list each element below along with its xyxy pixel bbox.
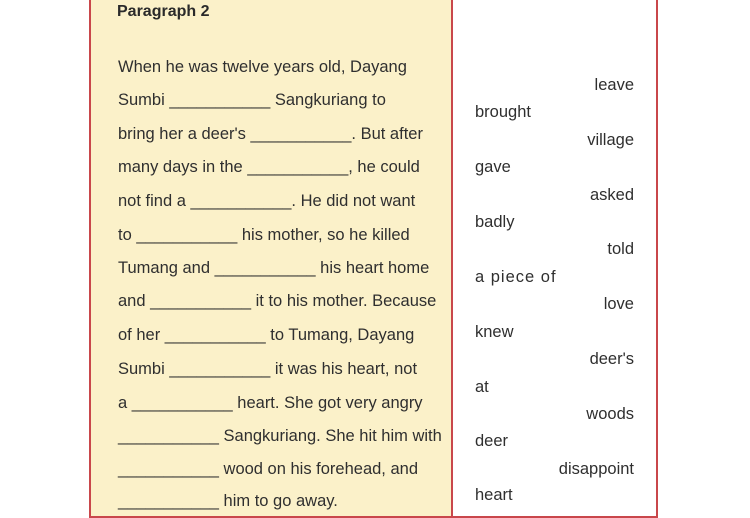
paragraph-line: and ___________ it to his mother. Because (118, 292, 437, 310)
paragraph-line: Sumbi ___________ Sangkuriang to (118, 91, 386, 109)
paragraph-line: ___________ wood on his forehead, and (118, 460, 419, 478)
paragraph-line: Sumbi ___________ it was his heart, not (118, 360, 418, 378)
paragraph-line: of her ___________ to Tumang, Dayang (118, 326, 415, 344)
paragraph-line: Tumang and ___________ his heart home (118, 259, 430, 277)
paragraph-line: to ___________ his mother, so he killed (118, 226, 410, 244)
word-bank-item: told (607, 240, 634, 258)
paragraph-line: When he was twelve years old, Dayang (118, 58, 407, 76)
paragraph-line: not find a ___________. He did not want (118, 192, 416, 210)
paragraph-line: bring her a deer's ___________. But after (118, 125, 423, 143)
word-bank-item: knew (475, 323, 514, 341)
word-bank-item: a piece of (475, 268, 557, 286)
word-bank-item: woods (586, 405, 634, 423)
paragraph-line: ___________ Sangkuriang. She hit him with (118, 427, 442, 445)
paragraph-heading: Paragraph 2 (117, 3, 210, 20)
word-bank-item: gave (475, 158, 511, 176)
word-bank-item: brought (475, 103, 531, 121)
word-bank-item: village (587, 131, 634, 149)
word-bank-item: asked (589, 186, 634, 204)
word-bank-item: at (475, 378, 489, 396)
word-bank-item: badly (475, 213, 515, 231)
word-bank-item: leave (594, 76, 634, 94)
word-bank-item: deer (475, 432, 509, 450)
word-bank-item: deer's (589, 350, 634, 368)
paragraph-line: a ___________ heart. She got very angry (118, 394, 423, 412)
word-bank-item: heart (475, 486, 513, 504)
paragraph-line: ___________ him to go away. (118, 492, 338, 510)
paragraph-line: many days in the ___________, he could (118, 158, 420, 176)
word-bank-item: love (603, 295, 634, 313)
word-bank-item: disappoint (558, 460, 634, 478)
